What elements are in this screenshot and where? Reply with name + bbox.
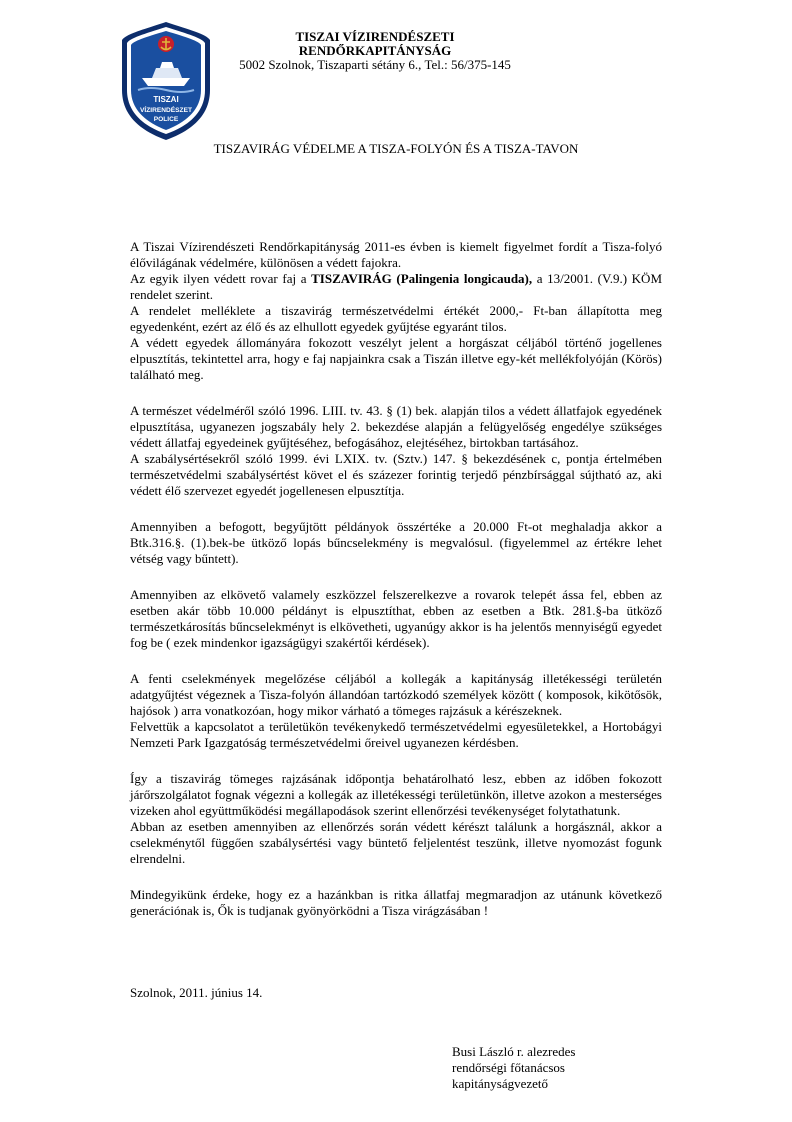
paragraph-2-sentence-1: A természet védelméről szóló 1996. LIII. tv. 43. § (1) bek. alapján tilos a védett állatfajok egyedének elpusztítása, ugyanezen jogszabály hely 2. bekezdése alapján a felügyelőség engedélye szükséges védett állatfaj egyedeinek gyűjtéséhez, befogásához, elejtéséhez, birtokban tartásához. xyxy=(130,403,662,450)
paragraph-3 xyxy=(130,519,662,567)
paragraph-1 xyxy=(130,239,662,383)
paragraph-1-sentence-2 xyxy=(130,271,662,303)
paragraph-6-sentence-2: Abban az esetben amennyiben az ellenőrzés során védett kérészt találunk a horgásznál, akkor a cselekménytől függően szabálysértési vagy büntető feljelentést teszünk, illetve nyomozást fogunk elrendelni. xyxy=(130,819,662,866)
signatory-position: kapitányságvezető xyxy=(452,1076,549,1091)
species-name: TISZAVIRÁG (Palingenia longicauda), xyxy=(311,271,533,286)
police-logo xyxy=(120,20,212,142)
logo-text-3: POLICE xyxy=(153,116,179,123)
paragraph-6-sentence-1: Így a tiszavirág tömeges rajzásának időpontja behatárolható lesz, ebben az időben fokozott járőrszolgálatot fognak végezni a kollegák az illetékességi területünkön, illetve azokon a mesterséges vizeken ahol együttműködési megállapodások szerint ellenőrzési tevékenységet folytathatunk. xyxy=(130,771,662,818)
signature-block xyxy=(452,1044,672,1092)
paragraph-1-sentence-4: A védett egyedek állományára fokozott veszélyt jelent a horgászat céljából történő jogellenes elpusztítás, tekintettel arra, hogy e faj napjainkra csak a Tiszán illetve egy-két mellékfolyóján (Körös) található meg. xyxy=(130,335,662,382)
sentence-2-prefix: Az egyik ilyen védett rovar faj a xyxy=(130,271,312,286)
org-name-line-1: TISZAI VÍZIRENDÉSZETI xyxy=(295,29,455,44)
paragraph-5-sentence-1: A fenti cselekmények megelőzése céljából a kollegák a kapitányság illetékességi területén adatgyűjtést végeznek a Tisza-folyón állandóan tartózkodó személyek között ( komposok, kikötősök, hajósok ) arra vonatkozóan, hogy mikor várható a tömeges rajzásuk a kérészeknek. xyxy=(130,671,662,718)
signatory-name: Busi László r. alezredes xyxy=(452,1044,576,1059)
paragraph-1-sentence-3: A rendelet melléklete a tiszavirág természetvédelmi értékét 2000,- Ft-ban állapította meg egyedenként, ezért az élő és az elhullott egyedek gyűjtése egyaránt tilos. xyxy=(130,303,662,334)
organization-header xyxy=(230,30,520,72)
boat-icon xyxy=(142,78,190,86)
org-name-line-2: RENDŐRKAPITÁNYSÁG xyxy=(298,43,452,58)
org-address: 5002 Szolnok, Tiszaparti sétány 6., Tel.: 56/375-145 xyxy=(239,57,511,72)
paragraph-5 xyxy=(130,671,662,751)
signatory-rank: rendőrségi főtanácsos xyxy=(452,1060,565,1075)
paragraph-7 xyxy=(130,887,662,919)
paragraph-4 xyxy=(130,587,662,651)
paragraph-4-text: Amennyiben az elkövető valamely eszközzel felszerelkezve a rovarok telepét ássa fel, ebben az esetben akár több 10.000 példányt is elpusztíthat, ebben az esetben a Btk. 281.§-ba ütköző természetkárosítás bűncselekményt is elkövetheti, ugyanúgy akkor is ha jelentős mennyiségű egyedet fog be ( ezek mindenkor igazságügyi szakértői kérdések). xyxy=(130,587,662,650)
logo-text-1: TISZAI xyxy=(153,95,179,104)
paragraph-7-text: Mindegyikünk érdeke, hogy ez a hazánkban is ritka állatfaj megmaradjon az utánunk következő generációnak is, Ők is tudjanak gyönyörködni a Tisza virágzásában ! xyxy=(130,887,662,918)
logo-text-2: VÍZIRENDÉSZET xyxy=(139,107,193,114)
paragraph-6 xyxy=(130,771,662,867)
paragraph-2 xyxy=(130,403,662,499)
paragraph-5-sentence-2: Felvettük a kapcsolatot a területükön tevékenykedő természetvédelmi egyesületekkel, a Hortobágyi Nemzeti Park Igazgatóság természetvédelmi őreivel ugyanezen kérdésben. xyxy=(130,719,662,750)
date-line: Szolnok, 2011. június 14. xyxy=(130,985,263,1000)
paragraph-1-sentence-1: A Tiszai Vízirendészeti Rendőrkapitányság 2011-es évben is kiemelt figyelmet fordít a Tisza-folyó élővilágának védelmére, különösen a védett fajokra. xyxy=(130,239,662,270)
sentence-2-suffix: a 13/2001. (V.9.) KÖM rendelet szerint. xyxy=(130,271,663,302)
paragraph-2-sentence-2: A szabálysértésekről szóló 1999. évi LXIX. tv. (Sztv.) 147. § bekezdésének c, pontja értelmében természetvédelmi szabálysértést követ el és százezer forintig terjedő pénzbírsággal sújtható az, aki védett élő szervezet egyedét jogellenesen elpusztítja. xyxy=(130,451,662,498)
document-title: TISZAVIRÁG VÉDELME A TISZA-FOLYÓN ÉS A TISZA-TAVON xyxy=(213,141,579,156)
paragraph-3-text: Amennyiben a befogott, begyűjtött példányok összértéke a 20.000 Ft-ot meghaladja akkor a Btk.316.§. (1).bek-be ütköző lopás bűncselekmény is megvalósul. (figyelemmel az értékre lehet vétség vagy bűntett). xyxy=(130,519,662,566)
document-body xyxy=(130,239,662,939)
